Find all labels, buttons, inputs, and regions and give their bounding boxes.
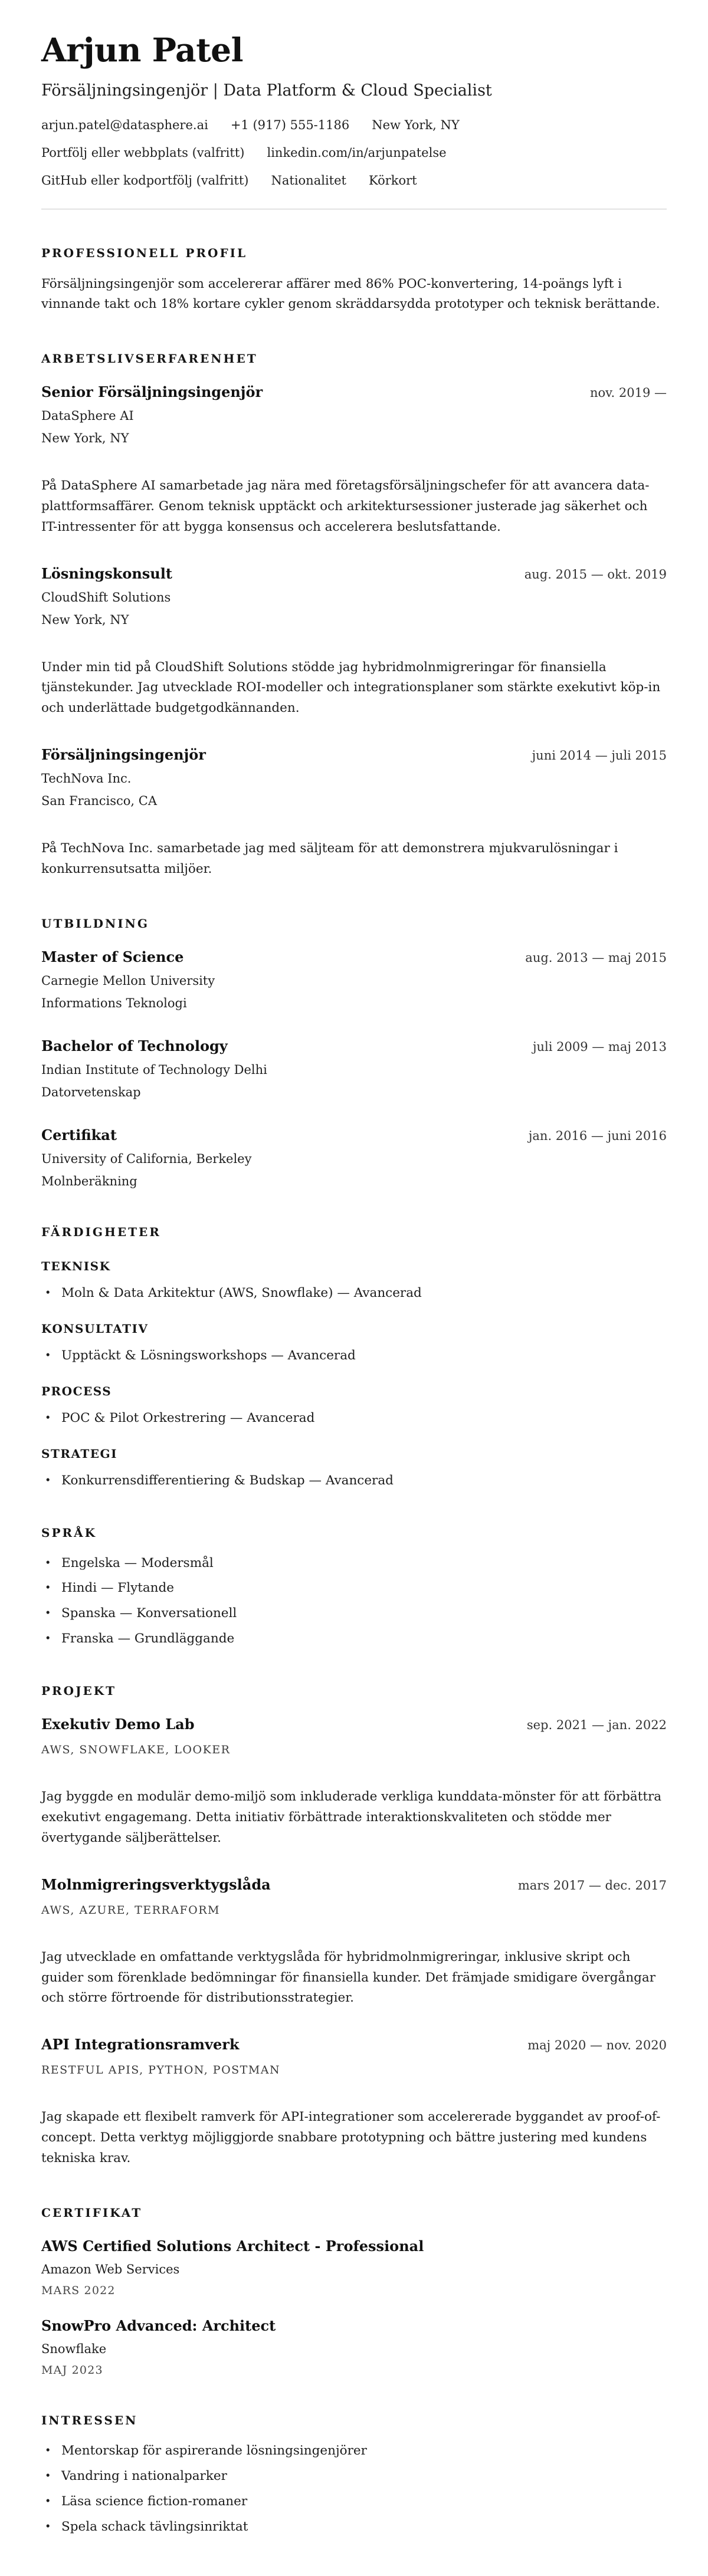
- education-entry: [41, 1037, 667, 1099]
- project-tags: AWS, AZURE, TERRAFORM: [41, 1903, 220, 1917]
- project-entry: [41, 1876, 667, 2009]
- certificate-name: SnowPro Advanced: Architect: [41, 2317, 276, 2334]
- skill-group: [41, 1259, 667, 1302]
- job-dates: nov. 2019 —: [589, 386, 667, 400]
- job-dates: aug. 2015 — okt. 2019: [524, 567, 667, 581]
- job-entry-head: [41, 746, 667, 763]
- education-entry-head: [41, 1037, 667, 1054]
- job-entry: [41, 565, 667, 719]
- email-text: arjun.patel@datasphere.ai: [41, 117, 208, 132]
- contact-row: [41, 173, 667, 188]
- profile-text: Försäljningsingenjör som accelererar affärer med 86% POC-konvertering, 14-poängs lyft i vinnande takt och 18% kortare cykler genom skräddarsydda prototyper och teknisk berättande.: [41, 276, 660, 312]
- skill-list: [41, 1410, 667, 1427]
- job-entry-head: [41, 565, 667, 582]
- project-description: Jag skapade ett flexibelt ramverk för API-integrationer som accelererade byggandet av proof-of-concept. Detta verktyg möjliggjorde snabbare prototypning och bättre justering med kundens tekniska krav.: [41, 2110, 661, 2166]
- job-company: DataSphere AI: [41, 409, 134, 423]
- field-of-study: Molnberäkning: [41, 1174, 137, 1188]
- project-entry: [41, 2036, 667, 2168]
- education-entry-head: [41, 1126, 667, 1144]
- certificate-name: AWS Certified Solutions Architect - Professional: [41, 2237, 424, 2255]
- project-entry-head: [41, 2036, 667, 2053]
- skill-list: [41, 1285, 667, 1302]
- project-name: API Integrationsramverk: [41, 2036, 240, 2053]
- interest-list: [41, 2443, 667, 2535]
- skill-group: [41, 1384, 667, 1427]
- project-dates: mars 2017 — dec. 2017: [517, 1878, 667, 1892]
- section-heading: PROFESSIONELL PROFIL: [41, 245, 248, 260]
- skill-item: • Konkurrensdifferentiering & Budskap — Avancerad: [41, 1473, 667, 1489]
- job-entry: [41, 746, 667, 880]
- job-entry-head: [41, 383, 667, 400]
- skill-list: [41, 1473, 667, 1489]
- section-heading: FÄRDIGHETER: [41, 1224, 161, 1239]
- certificate-date: MAJ 2023: [41, 2363, 103, 2377]
- job-company: TechNova Inc.: [41, 771, 132, 786]
- education-dates: jan. 2016 — juni 2016: [528, 1128, 667, 1143]
- candidate-name: Arjun Patel: [41, 31, 243, 69]
- section-languages: [41, 1526, 667, 1648]
- language-item: • Spanska — Konversationell: [41, 1605, 667, 1622]
- drivers-license-text: Körkort: [368, 173, 417, 188]
- job-description: På DataSphere AI samarbetade jag nära med företagsförsäljningschefer för att avancera data-plattformsaffärer. Genom teknisk upptäckt och arkitektursessioner justerade jag säkerhet och IT-intressenter för att bygga konsensus och accelerera beslutsfattande.: [41, 478, 650, 534]
- interest-item: • Läsa science fiction-romaner: [41, 2493, 667, 2510]
- job-title: Senior Försäljningsingenjör: [41, 383, 263, 401]
- school-name: University of California, Berkeley: [41, 1151, 252, 1166]
- contact-row: [41, 145, 667, 160]
- project-tags: AWS, SNOWFLAKE, LOOKER: [41, 1743, 231, 1757]
- skill-item: • POC & Pilot Orkestrering — Avancerad: [41, 1410, 667, 1427]
- skill-group-name: STRATEGI: [41, 1446, 117, 1461]
- section-heading: INTRESSEN: [41, 2413, 138, 2427]
- skill-group-name: TEKNISK: [41, 1259, 111, 1273]
- certificate-date: MARS 2022: [41, 2283, 116, 2297]
- education-entry-head: [41, 948, 667, 965]
- contact-info: [41, 117, 667, 189]
- skill-list: [41, 1348, 667, 1364]
- section-certificates: [41, 2206, 667, 2377]
- section-heading: UTBILDNING: [41, 916, 149, 931]
- job-location: New York, NY: [41, 431, 129, 446]
- job-company: CloudShift Solutions: [41, 590, 171, 604]
- skill-item: • Upptäckt & Lösningsworkshops — Avancerad: [41, 1348, 667, 1364]
- skill-item: • Moln & Data Arkitektur (AWS, Snowflake) — Avancerad: [41, 1285, 667, 1302]
- phone-text: +1 (917) 555-1186: [230, 117, 350, 132]
- interest-item: • Vandring i nationalparker: [41, 2468, 667, 2485]
- skill-group-name: PROCESS: [41, 1384, 112, 1398]
- project-name: Exekutiv Demo Lab: [41, 1716, 195, 1733]
- project-tags: RESTFUL APIS, PYTHON, POSTMAN: [41, 2064, 281, 2077]
- resume-header: [41, 33, 667, 209]
- job-location: New York, NY: [41, 612, 129, 627]
- skill-group-name: KONSULTATIV: [41, 1321, 149, 1336]
- job-location: San Francisco, CA: [41, 794, 158, 809]
- project-dates: sep. 2021 — jan. 2022: [526, 1718, 667, 1733]
- section-profile: [41, 246, 667, 316]
- github-text: GitHub eller kodportfölj (valfritt): [41, 173, 249, 188]
- job-title: Försäljningsingenjör: [41, 746, 206, 764]
- job-entry: [41, 383, 667, 537]
- section-projects: [41, 1684, 667, 2168]
- project-entry: [41, 1716, 667, 1848]
- language-item: • Franska — Grundläggande: [41, 1631, 667, 1647]
- degree-title: Bachelor of Technology: [41, 1037, 228, 1054]
- project-entry-head: [41, 1716, 667, 1733]
- job-description: På TechNova Inc. samarbetade jag med säljteam för att demonstrera mjukvarulösningar i konkurrensutsatta miljöer.: [41, 841, 618, 876]
- project-entry-head: [41, 1876, 667, 1893]
- skill-group: [41, 1322, 667, 1364]
- education-entry: [41, 948, 667, 1010]
- field-of-study: Informations Teknologi: [41, 995, 187, 1010]
- degree-title: Master of Science: [41, 948, 184, 965]
- language-list: [41, 1555, 667, 1648]
- section-heading: CERTIFIKAT: [41, 2205, 143, 2220]
- location-text: New York, NY: [372, 117, 460, 132]
- project-dates: maj 2020 — nov. 2020: [527, 2038, 667, 2053]
- skill-group: [41, 1447, 667, 1489]
- contact-row: [41, 117, 667, 133]
- candidate-headline: Försäljningsingenjör | Data Platform & Cloud Specialist: [41, 81, 492, 100]
- education-dates: juli 2009 — maj 2013: [532, 1039, 667, 1054]
- school-name: Indian Institute of Technology Delhi: [41, 1062, 267, 1077]
- section-heading: ARBETSLIVSERFARENHET: [41, 351, 258, 366]
- education-entry: [41, 1126, 667, 1188]
- portfolio-text: Portfölj eller webbplats (valfritt): [41, 146, 245, 160]
- section-interests: [41, 2413, 667, 2535]
- nationality-text: Nationalitet: [271, 173, 346, 188]
- section-heading: PROJEKT: [41, 1684, 117, 1698]
- job-description: Under min tid på CloudShift Solutions stödde jag hybridmolnmigreringar för finansiella tjänstekunder. Jag utvecklade ROI-modeller och integrationsplaner som stärkte exekutivt köp-in och underlättade budgetgodkännanden.: [41, 659, 661, 716]
- job-title: Lösningskonsult: [41, 564, 172, 582]
- project-description: Jag byggde en modulär demo-miljö som inkluderade verkliga kunddata-mönster för att förbättra exekutivt engagemang. Detta initiativ förbättrade interaktionskvaliteten och stödde mer övertygande säljberättelser.: [41, 1789, 662, 1845]
- project-name: Molnmigreringsverktygslåda: [41, 1875, 271, 1893]
- language-item: • Hindi — Flytande: [41, 1580, 667, 1596]
- job-dates: juni 2014 — juli 2015: [532, 748, 667, 763]
- certificate-issuer: Snowflake: [41, 2341, 107, 2356]
- certificate-entry: [41, 2317, 667, 2377]
- education-dates: aug. 2013 — maj 2015: [525, 950, 667, 965]
- field-of-study: Datorvetenskap: [41, 1085, 141, 1099]
- section-education: [41, 916, 667, 1188]
- certificate-entry: [41, 2237, 667, 2297]
- project-description: Jag utvecklade en omfattande verktygslåda för hybridmolnmigreringar, inklusive skript och guider som förenklade bedömningar för finansiella kunder. Det främjade smidigare övergångar och större förtroende för distributionsstrategier.: [41, 1949, 656, 2006]
- interest-item: • Mentorskap för aspirerande lösningsingenjörer: [41, 2443, 667, 2459]
- section-experience: [41, 351, 667, 880]
- section-skills: [41, 1225, 667, 1489]
- degree-title: Certifikat: [41, 1126, 117, 1144]
- linkedin-text: linkedin.com/in/arjunpatelse: [267, 146, 447, 160]
- school-name: Carnegie Mellon University: [41, 973, 215, 988]
- language-item: • Engelska — Modersmål: [41, 1555, 667, 1572]
- certificate-issuer: Amazon Web Services: [41, 2262, 180, 2276]
- interest-item: • Spela schack tävlingsinriktat: [41, 2519, 667, 2535]
- section-heading: SPRÅK: [41, 1525, 97, 1540]
